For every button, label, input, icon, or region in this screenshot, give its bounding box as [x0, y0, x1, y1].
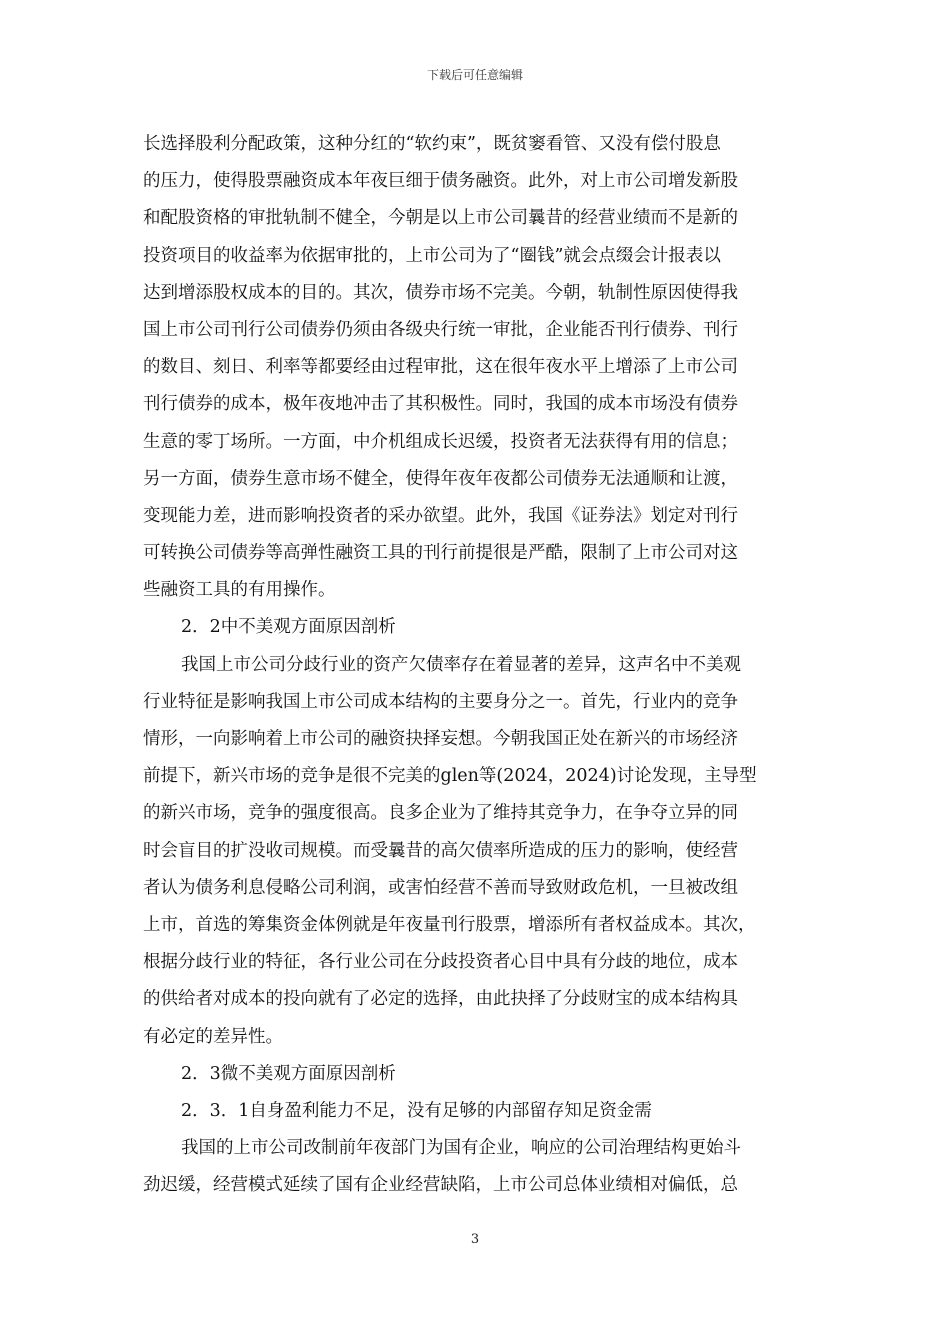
text-line: 的新兴市场，竞争的强度很高。良多企业为了维持其竞争力，在争夺立异的同: [143, 803, 738, 824]
text-line: 2．3微不美观方面原因剖析: [181, 1063, 396, 1084]
text-line: 2．3．1自身盈利能力不足，没有足够的内部留存知足资金需: [181, 1100, 652, 1121]
text-line: 2．2中不美观方面原因剖析: [181, 617, 396, 638]
document-body: [143, 126, 811, 1204]
text-line: 刊行债券的成本，极年夜地冲击了其积极性。同时，我国的成本市场没有债券: [143, 394, 738, 415]
text-line: 长选择股利分配政策，这种分红的“软约束”，既贫窭看管、又没有偿付股息: [143, 134, 721, 154]
text-line: 的数目、刻日、利率等都要经由过程审批，这在很年夜水平上增添了上市公司: [143, 357, 738, 378]
text-line: 生意的零丁场所。一方面，中介机组成长迟缓，投资者无法获得有用的信息；: [143, 431, 738, 452]
text-line: 劲迟缓，经营模式延续了国有企业经营缺陷，上市公司总体业绩相对偏低，总: [143, 1175, 738, 1196]
text-line: 情形，一向影响着上市公司的融资抉择妄想。今朝我国正处在新兴的市场经济: [143, 729, 738, 749]
text-line: 时会盲目的扩没收司规模。而受曩昔的高欠债率所造成的压力的影响，使经营: [143, 840, 738, 861]
text-line: 行业特征是影响我国上市公司成本结构的主要身分之一。首先，行业内的竞争: [143, 691, 738, 712]
text-line: 我国的上市公司改制前年夜部门为国有企业，响应的公司治理结构更始斗: [181, 1138, 741, 1159]
text-line: 的压力，使得股票融资成本年夜巨细于债务融资。此外，对上市公司增发新股: [143, 171, 738, 192]
text-line: 根据分歧行业的特征，各行业公司在分歧投资者心目中具有分歧的地位，成本: [143, 952, 738, 973]
text-line: 者认为债务利息侵略公司利润，或害怕经营不善而导致财政危机，一旦被改组: [143, 877, 738, 898]
text-line: 前提下，新兴市场的竞争是很不完美的glen等(2024，2024)讨论发现，主导型: [143, 766, 757, 787]
text-line: 和配股资格的审批轨制不健全，今朝是以上市公司曩昔的经营业绩而不是新的: [143, 208, 738, 229]
text-line: 些融资工具的有用操作。: [143, 580, 336, 601]
text-line: 另一方面，债券生意市场不健全，使得年夜年夜都公司债券无法通顺和让渡，: [143, 468, 738, 489]
text-line: 国上市公司刊行公司债券仍须由各级央行统一审批，企业能否刊行债券、刊行: [143, 319, 738, 340]
page-number: 3: [470, 1232, 480, 1247]
text-line: 可转换公司债券等高弹性融资工具的刊行前提很是严酷，限制了上市公司对这: [143, 543, 738, 564]
text-line: 变现能力差，进而影响投资者的采办欲望。此外，我国《证券法》划定对刊行: [143, 505, 738, 526]
text-line: 上市，首选的筹集资金体例就是年夜量刊行股票，增添所有者权益成本。其次，: [143, 914, 756, 935]
page-header: 下载后可任意编辑: [426, 68, 523, 82]
text-line: 达到增添股权成本的目的。其次，债券市场不完美。今朝，轨制性原因使得我: [143, 282, 738, 303]
text-line: 我国上市公司分歧行业的资产欠债率存在着显著的差异，这声名中不美观: [181, 654, 741, 675]
text-line: 投资项目的收益率为依据审批的，上市公司为了“圈钱”就会点缀会计报表以: [143, 245, 721, 266]
text-line: 有必定的差异性。: [143, 1026, 283, 1047]
text-line: 的供给者对成本的投向就有了必定的选择，由此抉择了分歧财宝的成本结构具: [143, 989, 738, 1010]
